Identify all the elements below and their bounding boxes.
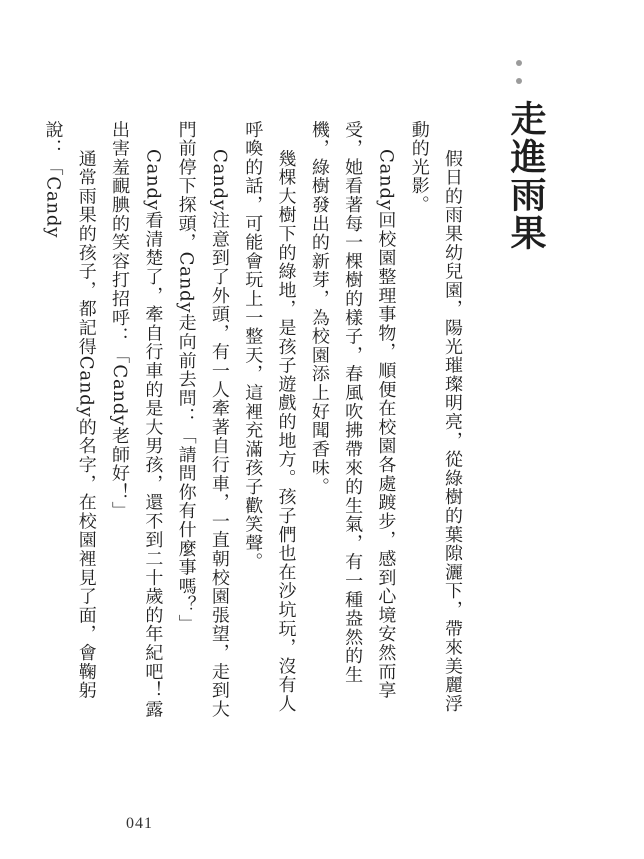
- paragraph: Candy回校園整理事物，順便在校園各處踱步，感到心境安然而享受，她看著每一棵樹的樣子，春風吹拂帶來的生氣，有一種盎然的生機，綠樹發出的新芽，為校園添上好聞香味。: [308, 120, 397, 700]
- vertical-body-text: [36, 120, 469, 720]
- paragraph: 幾棵大樹下的綠地，是孩子遊戲的地方。孩子們也在沙坑玩，沒有人呼喚的話，可能會玩上一整天，這裡充滿孩子歡笑聲。: [242, 120, 297, 713]
- dot-icon: [516, 78, 522, 84]
- page-number: 041: [126, 815, 153, 832]
- paragraph: 假日的雨果幼兒園，陽光璀璨明亮，從綠樹的葉隙灑下，帶來美麗浮動的光影。: [408, 120, 463, 713]
- dot-icon: [516, 60, 522, 66]
- paragraph: 通常雨果的孩子，都記得Candy的名字，在校園裡見了面，會鞠躬說：「Candy: [42, 120, 97, 700]
- paragraph: Candy注意到了外頭，有一人牽著自行車，一直朝校園張望，走到大門前停下探頭，Candy走向前去問：「請問你有什麼事嗎？」: [175, 120, 230, 719]
- paragraph: Candy看清楚了，牽自行車的是大男孩，還不到二十歲的年紀吧！露出害羞靦腆的笑容打招呼：「Candy老師好！」: [109, 120, 164, 719]
- chapter-title: 走進雨果: [505, 100, 547, 252]
